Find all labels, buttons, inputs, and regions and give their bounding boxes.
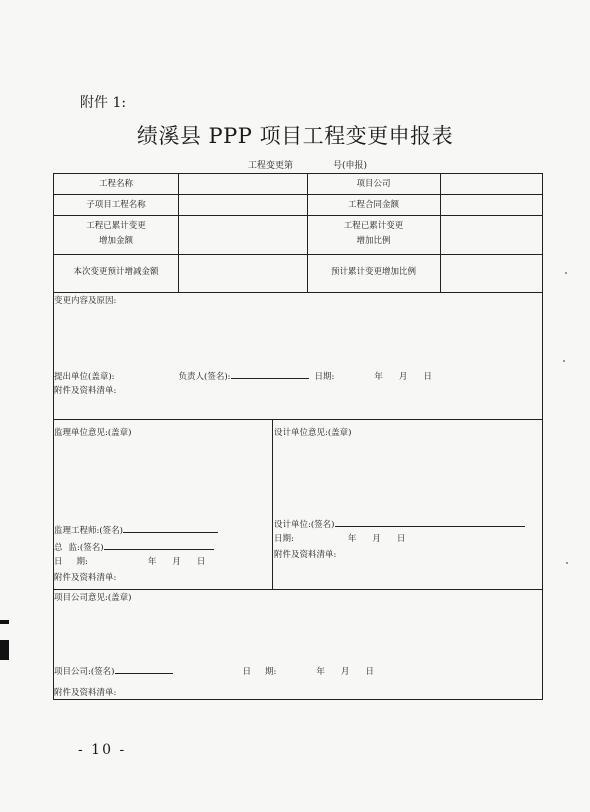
- supervision-date-line: 日 期: 年 月 日: [54, 557, 206, 567]
- document-title: 绩溪县 PPP 项目工程变更申报表: [136, 124, 454, 148]
- change-number-prefix: 工程变更第: [248, 161, 294, 171]
- design-unit-line: 设计单位:(签名): [274, 517, 525, 531]
- estimated-change-ratio-label: 预计累计变更增加比例: [330, 267, 416, 277]
- estimated-change-amount-label: 本次变更预计增减金额: [73, 267, 159, 277]
- change-number-line: [248, 158, 367, 171]
- cumulative-change-amount-value[interactable]: [178, 219, 307, 251]
- scan-edge-mark: [0, 640, 9, 660]
- design-unit-signature-line[interactable]: [335, 517, 525, 527]
- change-content-heading: 变更内容及原因:: [54, 296, 117, 306]
- cumulative-change-ratio-value[interactable]: [440, 219, 542, 251]
- project-name-value[interactable]: [178, 177, 307, 192]
- project-company-label: 项目公司: [356, 179, 391, 189]
- scan-speck: [563, 360, 565, 362]
- responsible-person-signature-line[interactable]: [231, 369, 309, 379]
- design-opinion-heading: 设计单位意见:(盖章): [274, 428, 352, 438]
- change-request-form: [53, 173, 543, 700]
- supervision-opinion-heading: 监理单位意见:(盖章): [54, 428, 132, 438]
- cumulative-change-ratio-label: 工程已累计变更 增加比例: [343, 221, 404, 246]
- project-company-value[interactable]: [440, 177, 542, 192]
- scan-speck: [566, 562, 568, 564]
- chief-supervisor-signature-line[interactable]: [104, 540, 214, 550]
- project-company-opinion-heading: 项目公司意见:(盖章): [54, 593, 132, 603]
- project-name-label: 工程名称: [98, 179, 133, 189]
- change-date-label: 日期:: [314, 372, 335, 382]
- estimated-change-amount-value[interactable]: [178, 258, 307, 288]
- change-number-suffix: 号(申报): [333, 161, 368, 171]
- scan-speck: [565, 272, 567, 274]
- estimated-change-ratio-value[interactable]: [440, 258, 542, 288]
- contract-amount-label: 工程合同金额: [347, 200, 399, 210]
- change-attachments-label: 附件及资料清单:: [54, 386, 117, 396]
- supervision-engineer-signature-line[interactable]: [123, 523, 218, 533]
- project-company-sign-line: 项目公司:(签名) 日 期: 年 月 日: [54, 664, 374, 678]
- proposer-line: 提出单位(盖章): 负责人(签名): 日期: 年 月 日: [54, 369, 432, 383]
- supervision-engineer-line: 监理工程师:(签名): [54, 523, 218, 537]
- responsible-person-label: 负责人(签名):: [178, 372, 231, 382]
- chief-supervisor-line: 总 监:(签名): [54, 540, 214, 554]
- attachment-label: 附件 1:: [80, 95, 127, 111]
- supervision-attachments-label: 附件及资料清单:: [54, 573, 117, 583]
- project-company-signature-line[interactable]: [115, 664, 173, 674]
- proposer-label: 提出单位(盖章):: [54, 372, 115, 382]
- sub-project-name-label: 子项目工程名称: [86, 200, 146, 210]
- sub-project-name-value[interactable]: [178, 198, 307, 213]
- contract-amount-value[interactable]: [440, 198, 542, 213]
- project-company-attachments-label: 附件及资料清单:: [54, 688, 117, 698]
- page-number: - 10 -: [78, 742, 127, 758]
- design-attachments-label: 附件及资料清单:: [274, 550, 337, 560]
- design-date-line: 日期: 年 月 日: [274, 534, 406, 544]
- cumulative-change-amount-label: 工程已累计变更 增加金额: [86, 221, 146, 246]
- scan-edge-mark: [0, 620, 9, 624]
